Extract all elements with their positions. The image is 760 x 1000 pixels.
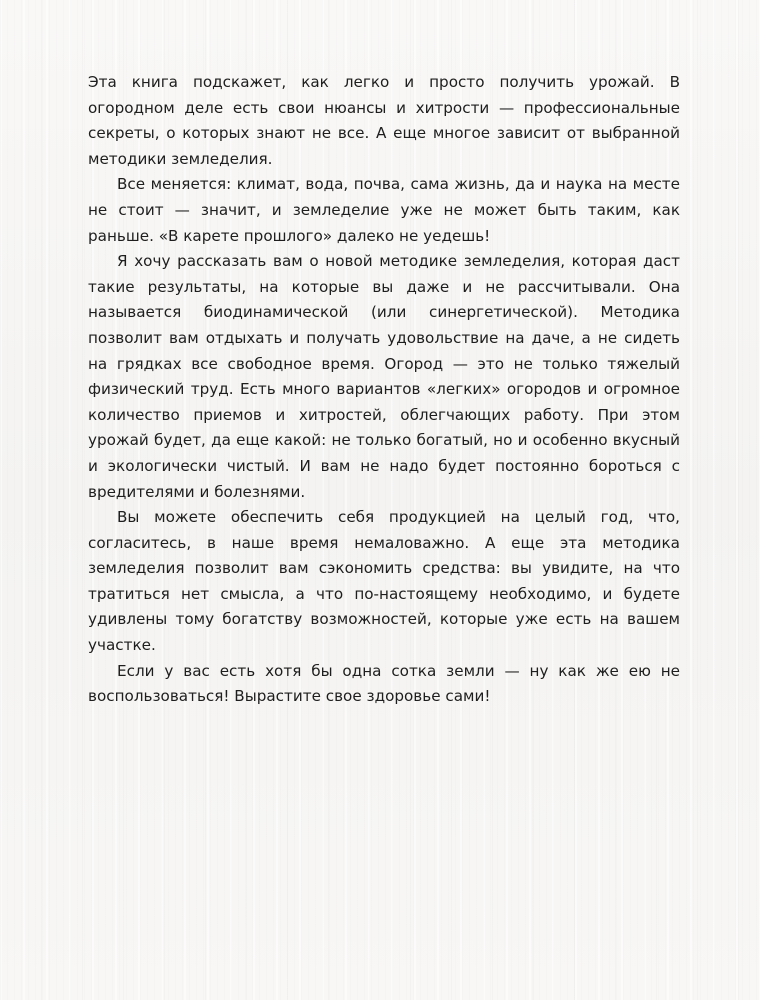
paragraph-benefits: Вы можете обеспечить себя продукцией на целый год, что, согласитесь, в наше время немаловажно. А еще эта методика земледелия позволит вам сэкономить средства: вы увидите, на что тратиться нет смысла, а что по-настоящему необходимо, и будете удивлены тому богатству возможностей, которые уже есть на вашем участке. <box>88 508 680 655</box>
paragraph-intro: Эта книга подскажет, как легко и просто получить урожай. В огородном деле есть свои нюансы и хитрости — профессиональные секреты, о которых знают не все. А еще многое зависит от выбранной методики земледелия. <box>88 73 680 168</box>
page-text-block <box>88 70 680 710</box>
paragraph-changes: Все меняется: климат, вода, почва, сама жизнь, да и наука на месте не стоит — значит, и земледелие уже не может быть таким, как раньше. «В карете прошлого» далеко не уедешь! <box>88 175 680 245</box>
paragraph-closing: Если у вас есть хотя бы одна сотка земли — ну как же ею не воспользоваться! Вырастите свое здоровье сами! <box>88 661 680 706</box>
paragraph-new-method: Я хочу рассказать вам о новой методике земледелия, которая даст такие результаты, на которые вы даже и не рассчитывали. Она называется биодинамической (или синергетической). Методика позволит вам отдыхать и получать удовольствие на даче, а не сидеть на грядках все свободное время. Огород — это не только тяжелый физический труд. Есть много вариантов «легких» огородов и огромное количество приемов и хитростей, облегчающих работу. При этом урожай будет, да еще какой: не только богатый, но и особенно вкусный и экологически чистый. И вам не надо будет постоянно бороться с вредителями и болезнями. <box>88 252 680 501</box>
